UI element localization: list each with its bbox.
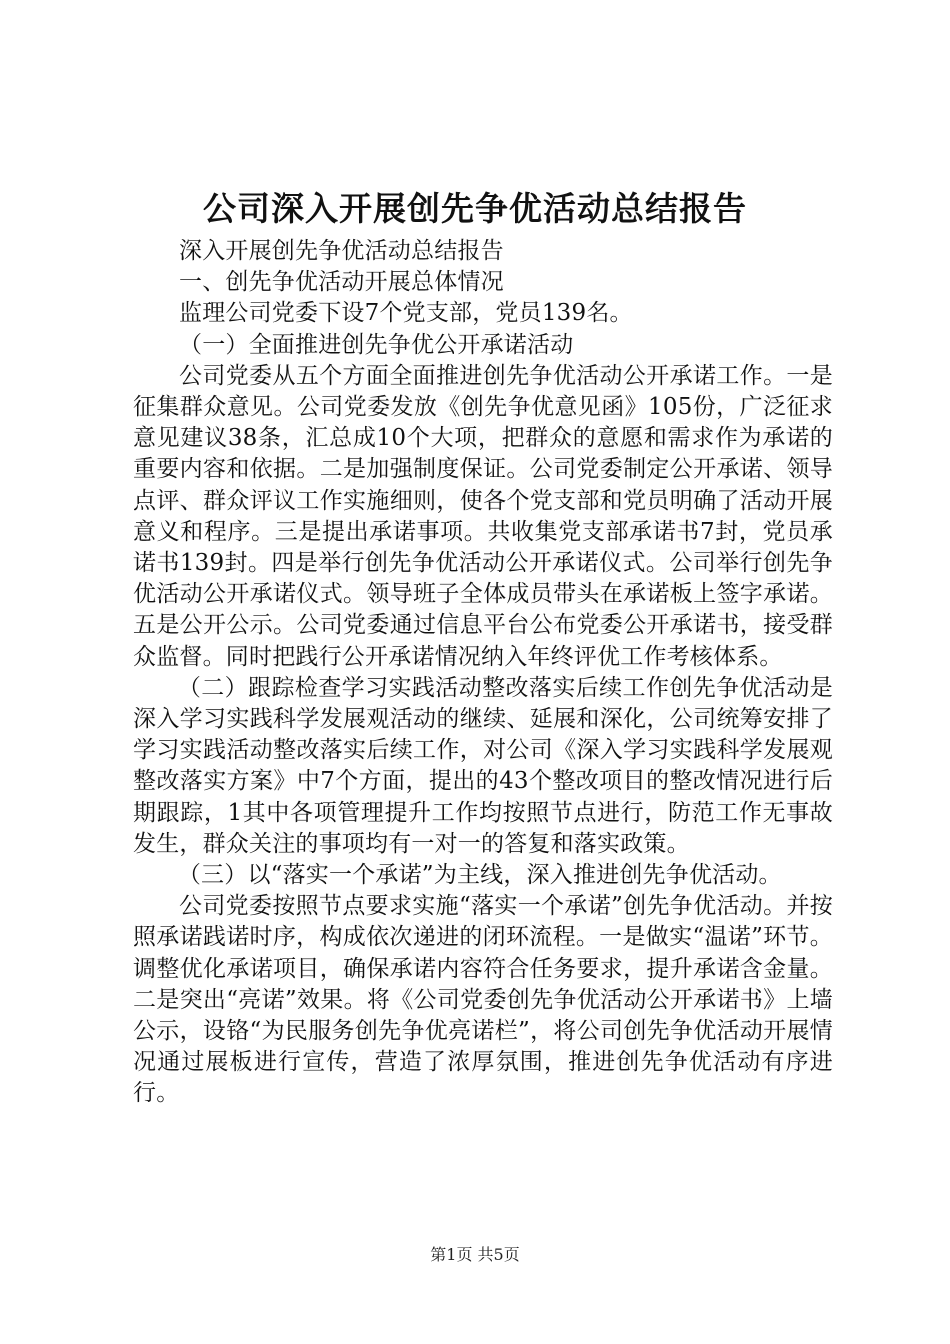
- document-body: [133, 236, 833, 1110]
- paragraph-subheading-3: （三）以“落实一个承诺”为主线，深入推进创先争优活动。: [177, 862, 782, 889]
- paragraph-subtitle: 深入开展创先争优活动总结报告: [179, 238, 504, 264]
- paragraph-implementation: 公司党委按照节点要求实施“落实一个承诺”创先争优活动。并按照承诺践诺时序，构成依次递进的闭环流程。一是做实“温诺”环节。调整优化承诺项目，确保承诺内容符合任务要求，提升承诺含金量。二是突出“亮诺”效果。将《公司党委创先争优活动公开承诺书》上墙公示，设铬“为民服务创先争优亮诺栏”，将公司创先争优活动开展情况通过展板进行宣传，营造了浓厚氛围，推进创先争优活动有序进行。: [133, 893, 833, 1107]
- paragraph-subheading-1: （一）全面推进创先争优公开承诺活动: [179, 331, 574, 358]
- paragraph-overview: 监理公司党委下设7个党支部，党员139名。: [179, 300, 633, 327]
- paragraph-subheading-2: （二）跟踪检查学习实践活动整改落实后续工作创先争优活动是深入学习实践科学发展观活动的继续、延展和深化，公司统筹安排了学习实践活动整改落实后续工作，对公司《深入学习实践科学发展观整改落实方案》中7个方面，提出的43个整改项目的整改情况进行后期跟踪，1其中各项管理提升工作均按照节点进行，防范工作无事故发生，群众关注的事项均有一对一的答复和落实政策。: [133, 674, 833, 857]
- document-title: 公司深入开展创先争优活动总结报告: [203, 189, 747, 228]
- paragraph-commitment-work: 公司党委从五个方面全面推进创先争优活动公开承诺工作。一是征集群众意见。公司党委发放《创先争优意见函》105份，广泛征求意见建议38条，汇总成10个大项，把群众的意愿和需求作为承诺的重要内容和依据。二是加强制度保证。公司党委制定公开承诺、领导点评、群众评议工作实施细则，使各个党支部和党员明确了活动开展意义和程序。三是提出承诺事项。共收集党支部承诺书7封，党员承诺书139封。四是举行创先争优活动公开承诺仪式。公司举行创先争优活动公开承诺仪式。领导班子全体成员带头在承诺板上签字承诺。五是公开公示。公司党委通过信息平台公布党委公开承诺书，接受群众监督。同时把践行公开承诺情况纳入年终评优工作考核体系。: [133, 362, 833, 670]
- paragraph-section-heading: 一、创先争优活动开展总体情况: [179, 269, 504, 296]
- page-number-footer: 第1页 共5页: [430, 1245, 520, 1264]
